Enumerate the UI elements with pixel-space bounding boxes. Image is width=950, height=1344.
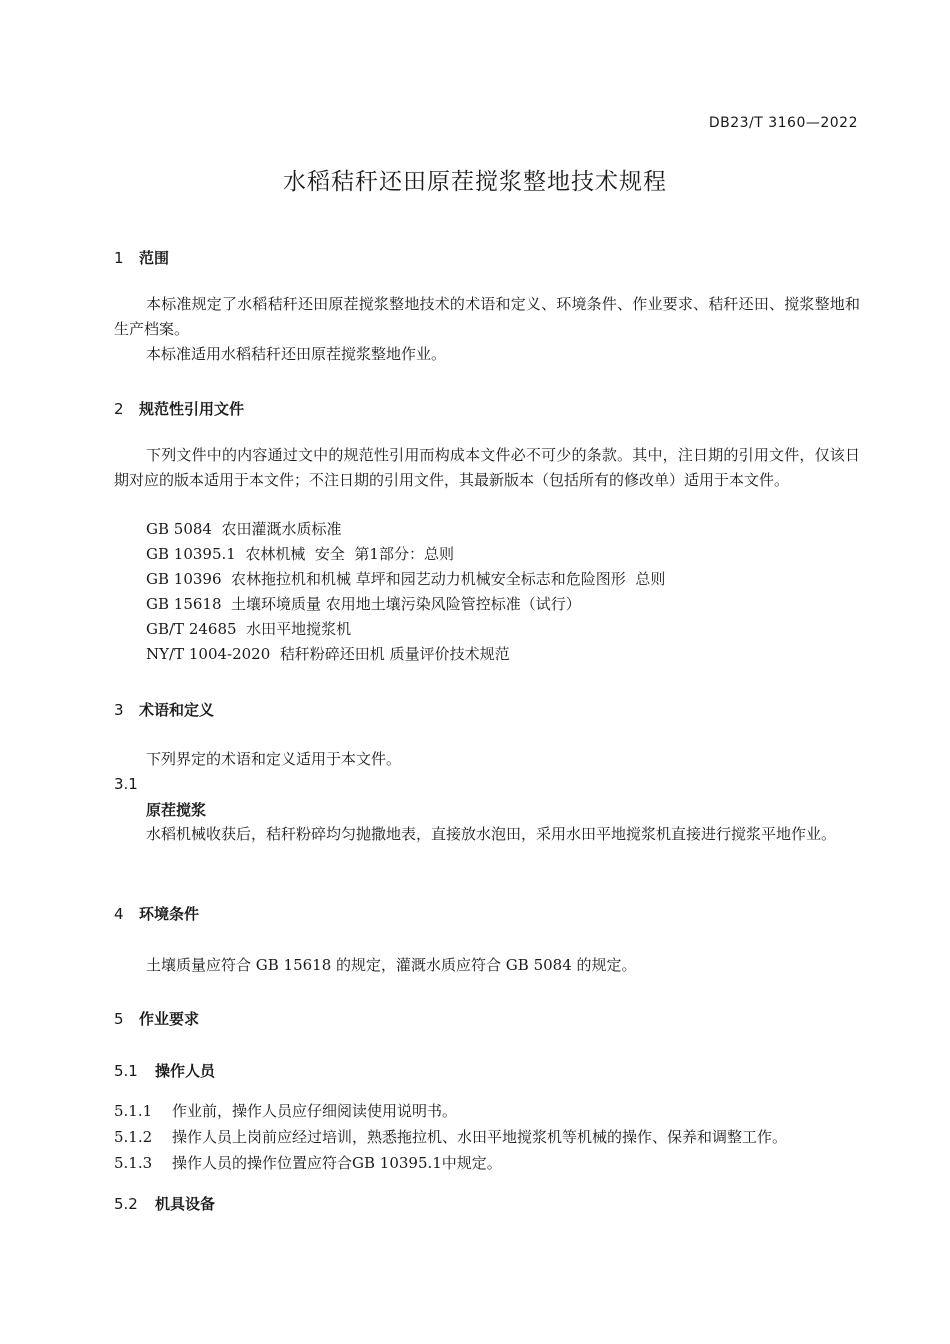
section-title: 范围 <box>139 249 170 267</box>
section-4-paragraph-1: 土壤质量应符合 GB 15618 的规定，灌溉水质应符合 GB 5084 的规定。 <box>146 956 637 974</box>
clause-text: 操作人员上岗前应经过培训，熟悉拖拉机、水田平地搅浆机等机械的操作、保养和调整工作。 <box>172 1128 788 1146</box>
reference-item: NY/T 1004-2020 秸秆粉碎还田机 质量评价技术规范 <box>146 645 510 663</box>
clause-number: 5.1.1 <box>114 1102 153 1120</box>
subsection-number: 5.2 <box>114 1195 138 1213</box>
section-title: 术语和定义 <box>139 701 215 719</box>
clause-number: 5.1.2 <box>114 1128 153 1146</box>
standard-code: DB23/T 3160—2022 <box>708 115 858 131</box>
subsection-title: 操作人员 <box>155 1062 216 1080</box>
reference-item: GB 10396 农林拖拉机和机械 草坪和园艺动力机械安全标志和危险图形 总则 <box>146 570 666 588</box>
clause-text: 操作人员的操作位置应符合GB 10395.1中规定。 <box>172 1154 502 1172</box>
section-2-paragraph-1: 下列文件中的内容通过文中的规范性引用而构成本文件必不可少的条款。其中，注日期的引用文件，仅该日期对应的版本适用于本文件；不注日期的引用文件，其最新版本（包括所有的修改单）适用于本文件。 <box>114 446 860 489</box>
clause-text: 作业前，操作人员应仔细阅读使用说明书。 <box>172 1102 458 1120</box>
term-definition: 水稻机械收获后，秸秆粉碎均匀抛撒地表，直接放水泡田，采用水田平地搅浆机直接进行搅浆平地作业。 <box>146 825 837 843</box>
clause-5-1-2 <box>114 1126 787 1147</box>
clause-5-1-1 <box>114 1100 457 1121</box>
subsection-5-2-heading <box>114 1193 215 1214</box>
reference-item: GB 10395.1 农林机械 安全 第1部分：总则 <box>146 545 454 563</box>
section-2-heading <box>114 398 244 419</box>
section-1-paragraph-1: 本标准规定了水稻秸秆还田原茬搅浆整地技术的术语和定义、环境条件、作业要求、秸秆还田、搅浆整地和生产档案。 <box>114 295 860 338</box>
section-1-heading <box>114 247 169 268</box>
subsection-title: 机具设备 <box>155 1195 216 1213</box>
section-1-paragraph-2: 本标准适用水稻秸秆还田原茬搅浆整地作业。 <box>146 345 447 363</box>
section-4-heading <box>114 903 199 924</box>
term-number: 3.1 <box>114 775 138 793</box>
section-number: 2 <box>114 400 124 418</box>
page-title: 水稻秸秆还田原茬搅浆整地技术规程 <box>283 169 667 195</box>
term-name: 原茬搅浆 <box>146 801 207 819</box>
section-number: 5 <box>114 1010 124 1028</box>
section-title: 规范性引用文件 <box>139 400 245 418</box>
clause-5-1-3 <box>114 1152 502 1173</box>
reference-item: GB/T 24685 水田平地搅浆机 <box>146 620 352 638</box>
reference-item: GB 15618 土壤环境质量 农用地土壤污染风险管控标准（试行） <box>146 595 581 613</box>
section-number: 4 <box>114 905 124 923</box>
section-title: 作业要求 <box>139 1010 200 1028</box>
subsection-5-1-heading <box>114 1060 215 1081</box>
subsection-number: 5.1 <box>114 1062 138 1080</box>
section-5-heading <box>114 1008 199 1029</box>
reference-item: GB 5084 农田灌溉水质标准 <box>146 520 342 538</box>
clause-number: 5.1.3 <box>114 1154 153 1172</box>
section-title: 环境条件 <box>139 905 200 923</box>
section-number: 1 <box>114 249 124 267</box>
section-3-heading <box>114 699 214 720</box>
section-3-paragraph-1: 下列界定的术语和定义适用于本文件。 <box>146 750 402 768</box>
section-number: 3 <box>114 701 124 719</box>
